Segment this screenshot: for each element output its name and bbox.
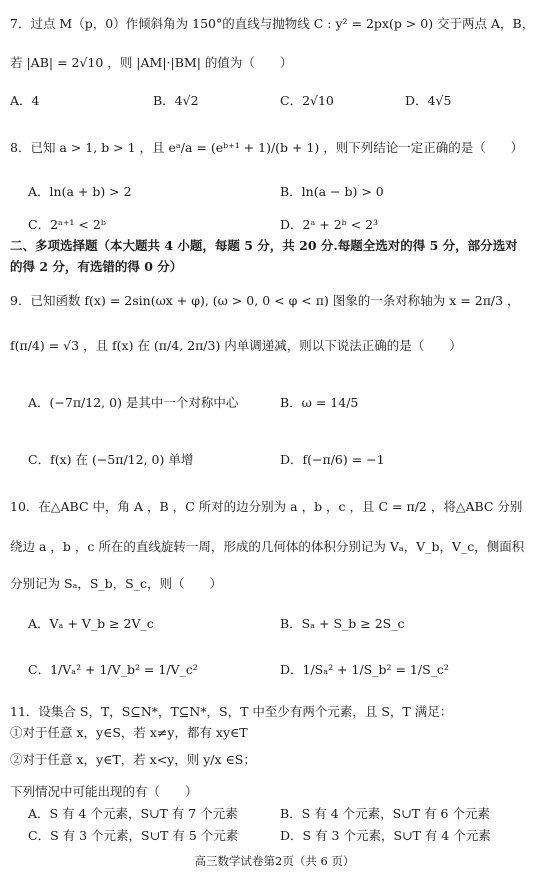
q11-condition-2: ②对于任意 x，y∈T，若 x<y，则 y/x ∈S；	[10, 752, 256, 767]
q7-option-a: A．4	[10, 93, 40, 108]
q9-stem-line1: 9．已知函数 f(x) = 2sin(ωx + φ), (ω > 0, 0 < φ < π) 图象的一条对称轴为 x = 2π/3 ，	[10, 293, 520, 308]
q8-option-a: A．ln(a + b) > 2	[28, 184, 132, 199]
q11-option-d: D．S 有 3 个元素，S∪T 有 4 个元素	[280, 828, 491, 843]
q11-option-a: A．S 有 4 个元素，S∪T 有 7 个元素	[28, 806, 238, 821]
q9-option-b: B．ω = 14/5	[280, 395, 359, 410]
q8-option-b: B．ln(a − b) > 0	[280, 184, 384, 199]
q10-stem-line1: 10．在△ABC 中，角 A ，B ，C 所对的边分别为 a ，b ，c ，且 C = π/2 ，将△ABC 分别	[10, 499, 523, 514]
q10-option-d: D．1/Sₐ² + 1/S_b² = 1/S_c²	[280, 662, 449, 677]
q9-option-d: D．f(−π/6) = −1	[280, 452, 385, 467]
page-footer: 高三数学试卷第2页（共 6 页）	[194, 854, 355, 868]
section2-heading-line2: 的得 2 分，有选错的得 0 分）	[10, 259, 183, 274]
q7-option-b: B．4√2	[153, 93, 199, 108]
q8-option-c: C．2ᵃ⁺¹ < 2ᵇ	[28, 217, 106, 232]
q9-option-c: C．f(x) 在 (−5π/12, 0) 单增	[28, 452, 194, 467]
q10-option-b: B．Sₐ + S_b ≥ 2S_c	[280, 616, 405, 631]
q10-option-a: A．Vₐ + V_b ≥ 2V_c	[28, 616, 154, 631]
q9-stem-line2: f(π/4) = √3 ，且 f(x) 在 (π/4, 2π/3) 内单调递减，则以下说法正确的是（ ）	[10, 338, 462, 353]
q11-option-c: C．S 有 3 个元素，S∪T 有 5 个元素	[28, 828, 239, 843]
q11-stem-line4: 下列情况中可能出现的有（ ）	[10, 784, 198, 799]
q10-stem-line3: 分别记为 Sₐ，S_b，S_c，则（ ）	[10, 576, 222, 591]
q7-option-c: C．2√10	[280, 93, 334, 108]
q7-stem-line1: 7．过点 M（p，0）作倾斜角为 150°的直线与抛物线 C : y² = 2px(p > 0) 交于两点 A，B，	[10, 16, 535, 31]
q7-option-d: D．4√5	[405, 93, 452, 108]
q10-stem-line2: 绕边 a ，b ，c 所在的直线旋转一周，形成的几何体的体积分别记为 Vₐ，V_b，V_c，侧面积	[10, 539, 525, 554]
q11-option-b: B．S 有 4 个元素，S∪T 有 6 个元素	[280, 806, 490, 821]
q10-option-c: C．1/Vₐ² + 1/V_b² = 1/V_c²	[28, 662, 198, 677]
section2-heading-line1: 二、多项选择题（本大题共 4 小题，每题 5 分，共 20 分.每题全选对的得 5 分，部分选对	[10, 238, 518, 253]
q7-stem-line2: 若 |AB| = 2√10 ，则 |AM|·|BM| 的值为（ ）	[10, 55, 293, 70]
q9-option-a: A．(−7π/12, 0) 是其中一个对称中心	[28, 395, 239, 410]
q8-stem-line1: 8．已知 a > 1, b > 1 ，且 eᵃ/a = (eᵇ⁺¹ + 1)/(b + 1) ，则下列结论一定正确的是（ ）	[10, 140, 524, 155]
q11-stem-line1: 11．设集合 S，T，S⊆N*，T⊆N*，S，T 中至少有两个元素，且 S，T 满足：	[10, 704, 453, 719]
q11-condition-1: ①对于任意 x，y∈S，若 x≠y，都有 xy∈T	[10, 725, 248, 740]
q8-option-d: D．2ᵃ + 2ᵇ < 2³	[280, 217, 379, 232]
